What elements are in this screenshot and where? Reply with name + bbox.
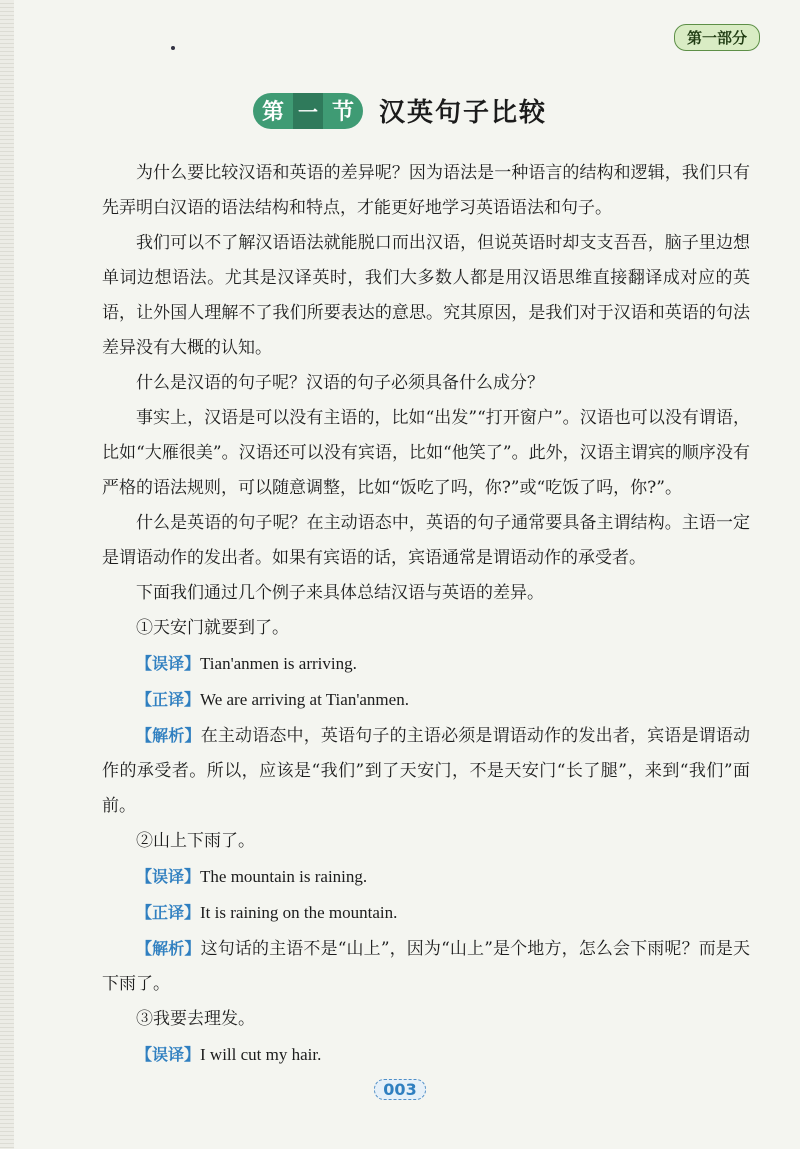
badge-mid: 一 — [293, 93, 323, 129]
right-translation — [102, 895, 750, 931]
wrong-tag: 【误译】 — [136, 654, 201, 673]
example-sentence: ①天安门就要到了。 — [136, 618, 289, 638]
wrong-translation — [102, 1037, 750, 1073]
paragraph: 什么是汉语的句子呢？汉语的句子必须具备什么成分？ — [136, 373, 544, 393]
wrong-translation — [102, 859, 750, 895]
paragraph: 什么是英语的句子呢？在主动语态中，英语的句子通常要具备主谓结构。主语一定是谓语动作的发出者。如果有宾语的话，宾语通常是谓语动作的承受者。 — [102, 513, 750, 568]
right-text: It is raining on the mountain. — [200, 903, 398, 922]
section-tab: 第一部分 — [674, 24, 760, 51]
right-tag: 【正译】 — [136, 690, 201, 709]
print-speck — [171, 46, 175, 50]
analysis-text: 在主动语态中，英语句子的主语必须是谓语动作的发出者，宾语是谓语动作的承受者。所以，应该是“我们”到了天安门，不是天安门“长了腿”，来到“我们”面前。 — [102, 726, 750, 816]
paragraph: 我们可以不了解汉语语法就能脱口而出汉语，但说英语时却支支吾吾，脑子里边想单词边想语法。尤其是汉译英时，我们大多数人都是用汉语思维直接翻译成对应的英语，让外国人理解不了我们所要表达的意思。究其原因，是我们对于汉语和英语的句法差异没有大概的认知。 — [102, 233, 750, 358]
wrong-translation — [102, 646, 750, 682]
body-content — [102, 156, 750, 1073]
right-translation — [102, 682, 750, 718]
analysis-tag: 【解析】 — [136, 726, 201, 745]
badge-right: 节 — [323, 93, 363, 129]
analysis-tag: 【解析】 — [136, 939, 201, 958]
example-sentence: ②山上下雨了。 — [136, 831, 255, 851]
analysis-text: 这句话的主语不是“山上”，因为“山上”是个地方，怎么会下雨呢？而是天下雨了。 — [102, 939, 750, 994]
right-text: We are arriving at Tian'anmen. — [200, 690, 409, 709]
section-title-row — [0, 92, 800, 129]
analysis — [102, 931, 750, 1002]
wrong-text: I will cut my hair. — [200, 1045, 322, 1064]
page-number — [0, 1079, 800, 1100]
right-tag: 【正译】 — [136, 903, 201, 922]
paragraph: 为什么要比较汉语和英语的差异呢？因为语法是一种语言的结构和逻辑，我们只有先弄明白汉语的语法结构和特点，才能更好地学习英语语法和句子。 — [102, 163, 750, 218]
paragraph: 下面我们通过几个例子来具体总结汉语与英语的差异。 — [136, 583, 544, 603]
badge-left: 第 — [253, 93, 293, 129]
wrong-tag: 【误译】 — [136, 1045, 201, 1064]
page-binding-edge — [0, 0, 14, 1149]
analysis — [102, 718, 750, 824]
wrong-tag: 【误译】 — [136, 867, 201, 886]
section-title: 汉英句子比较 — [378, 98, 547, 128]
example-sentence: ③我要去理发。 — [136, 1009, 255, 1029]
page-number-label: 003 — [374, 1079, 425, 1100]
wrong-text: The mountain is raining. — [200, 867, 368, 886]
paragraph: 事实上，汉语是可以没有主语的，比如“出发”“打开窗户”。汉语也可以没有谓语，比如“大雁很美”。汉语还可以没有宾语，比如“他笑了”。此外，汉语主谓宾的顺序没有严格的语法规则，可以随意调整，比如“饭吃了吗，你?”或“吃饭了吗，你?”。 — [102, 408, 750, 498]
wrong-text: Tian'anmen is arriving. — [200, 654, 357, 673]
section-badge — [253, 93, 363, 129]
